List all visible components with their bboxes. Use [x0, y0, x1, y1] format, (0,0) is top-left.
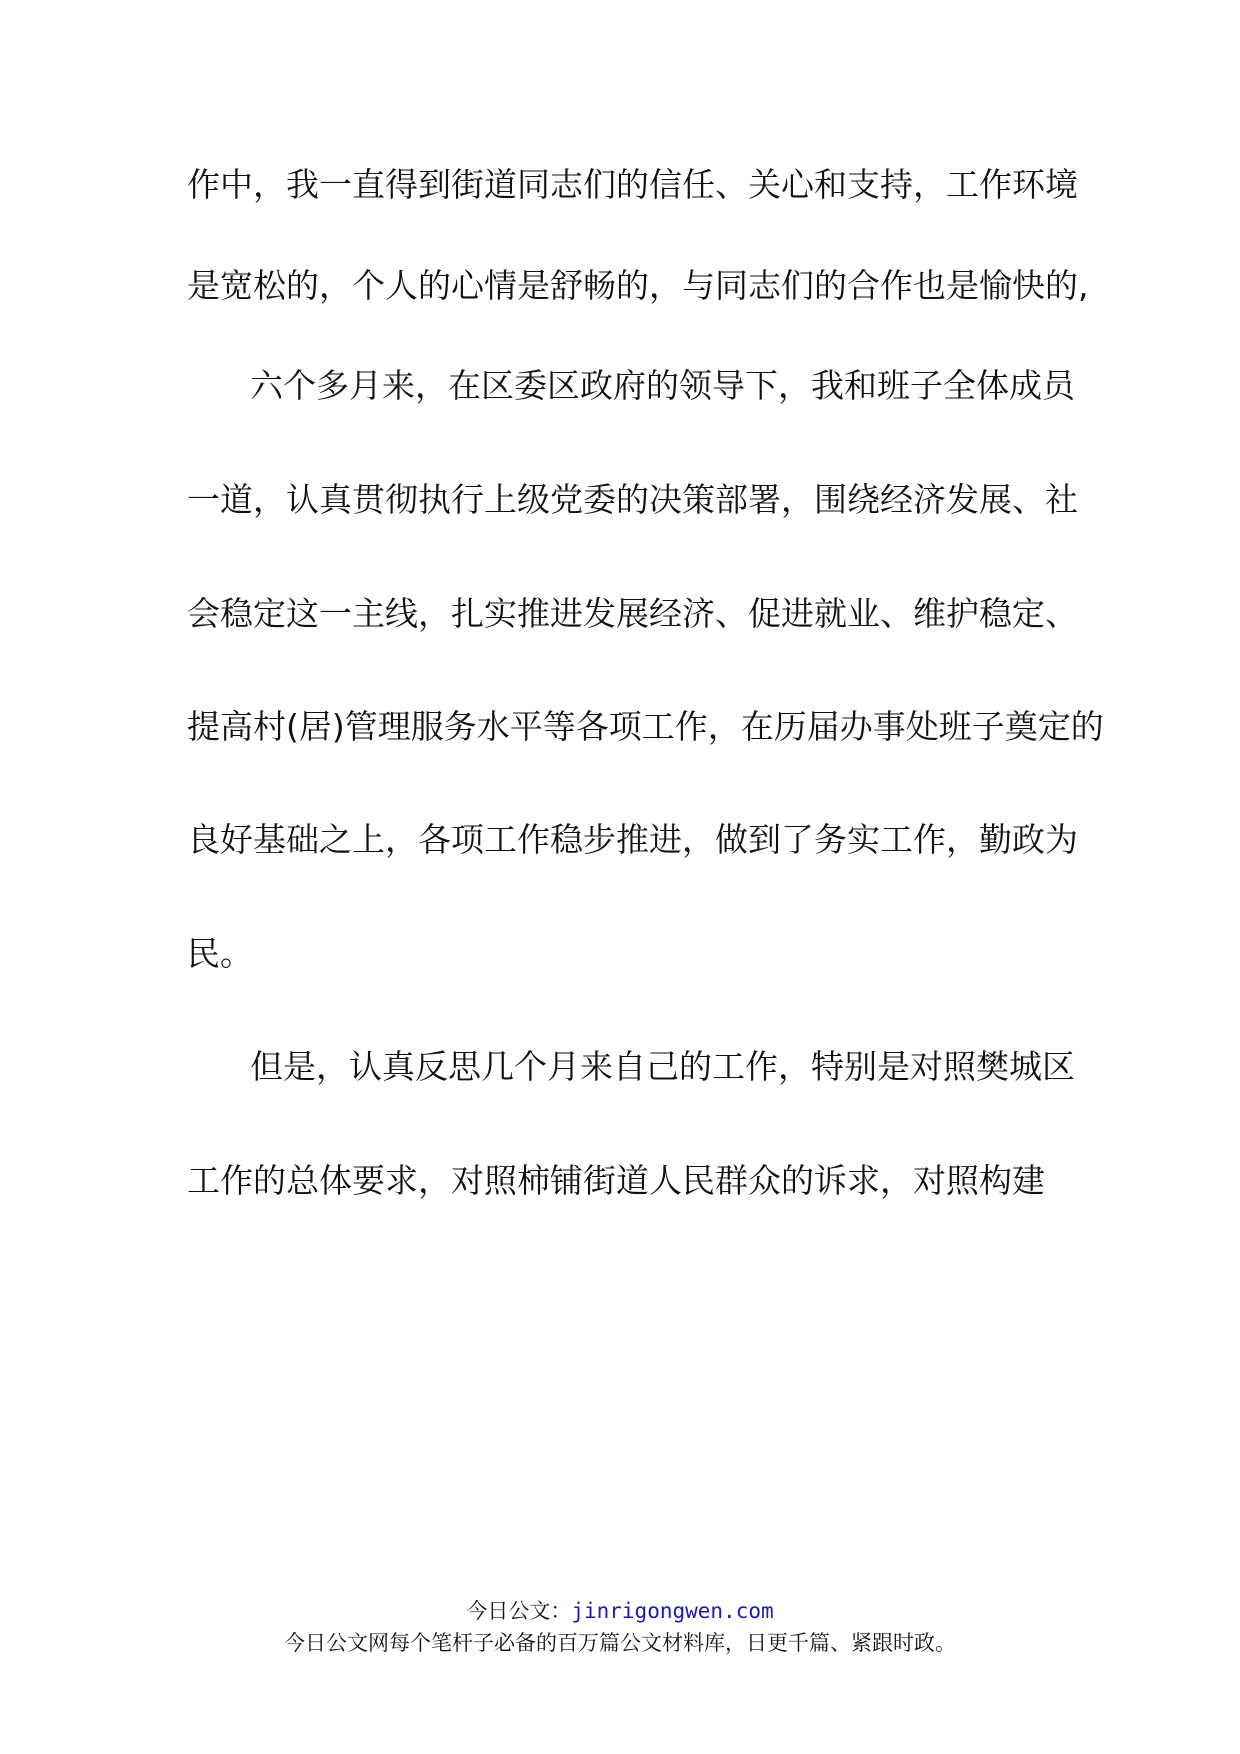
body-line: 民。	[187, 934, 253, 973]
body-line: 会稳定这一主线，扎实推进发展经济、促进就业、维护稳定、	[187, 594, 1078, 633]
body-line: 提高村(居)管理服务水平等各项工作，在历届办事处班子奠定的	[187, 707, 1104, 746]
footer-site-line	[0, 1598, 1240, 1624]
body-line: 良好基础之上，各项工作稳步推进，做到了务实工作，勤政为	[187, 820, 1078, 859]
body-line: 作中，我一直得到街道同志们的信任、关心和支持，工作环境	[187, 165, 1078, 204]
body-line: 工作的总体要求，对照柿铺街道人民群众的诉求，对照构建	[187, 1161, 1045, 1200]
footer-site-url-link[interactable]: jinrigongwen.com	[571, 1599, 774, 1623]
body-line: 一道，认真贯彻执行上级党委的决策部署，围绕经济发展、社	[187, 480, 1078, 519]
footer-site-label: 今日公文：	[466, 1599, 572, 1623]
body-line: 六个多月来，在区委区政府的领导下，我和班子全体成员	[250, 366, 1075, 405]
body-line: 但是，认真反思几个月来自己的工作，特别是对照樊城区	[250, 1047, 1075, 1086]
body-line: 是宽松的，个人的心情是舒畅的，与同志们的合作也是愉快的,	[187, 266, 1089, 305]
footer-slogan: 今日公文网每个笔杆子必备的百万篇公文材料库，日更千篇、紧跟时政。	[284, 1631, 956, 1655]
